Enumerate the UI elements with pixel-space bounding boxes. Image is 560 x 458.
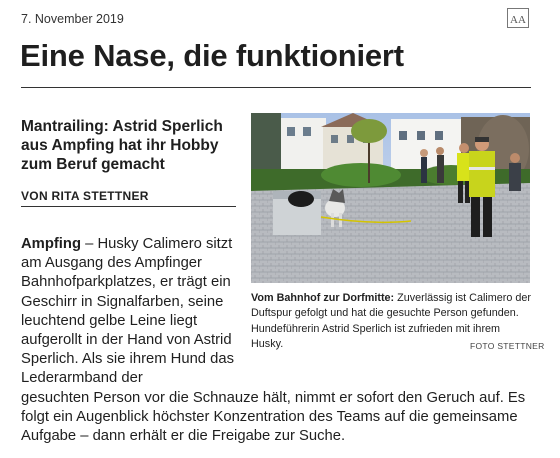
font-size-icon: AA (510, 14, 526, 26)
caption-title: Vom Bahnhof zur Dorfmitte: (251, 292, 395, 304)
headline-rule (21, 87, 531, 88)
dateline: Ampfing (21, 236, 81, 252)
byline: VON RITA STETTNER (21, 189, 149, 203)
article-date: 7. November 2019 (21, 12, 124, 26)
article-body-continued: gesuchten Person vor die Schnauze hält, nimmt er sofort den Geruch auf. Es folgt ein Augenblick höchster Konzentration des Teams auf die gemeinsame Aufgabe – dann erhält er die Freigabe zur Suche. (21, 390, 526, 445)
photo-credit: FOTO STETTNER (470, 341, 545, 351)
caption-text: Zuverlässig ist Calimero der Duftspur gefolgt und hat die gesuchte Person gefunden. Hundeführerin Astrid Sperlich ist zufrieden mit ihrem Husky. (251, 292, 531, 351)
headline: Eine Nase, die funktioniert (20, 38, 404, 73)
photo-illustration (251, 113, 530, 283)
body-column-text: – Husky Calimero sitzt am Ausgang des Ampfinger Bahnhofparkplatzes, er trägt ein Geschirr in Signalfarben, seine leuchtend gelbe Leine liegt aufgerollt in der Hand von Astrid Sperlich. Als sie ihrem Hund das Lederarmband der (21, 236, 235, 387)
byline-rule (21, 206, 236, 207)
article-body-column (21, 235, 236, 389)
subheadline: Mantrailing: Astrid Sperlich aus Ampfing hat ihr Hobby zum Beruf gemacht (21, 118, 223, 173)
article-photo[interactable] (251, 113, 530, 283)
font-size-button[interactable] (507, 8, 529, 28)
